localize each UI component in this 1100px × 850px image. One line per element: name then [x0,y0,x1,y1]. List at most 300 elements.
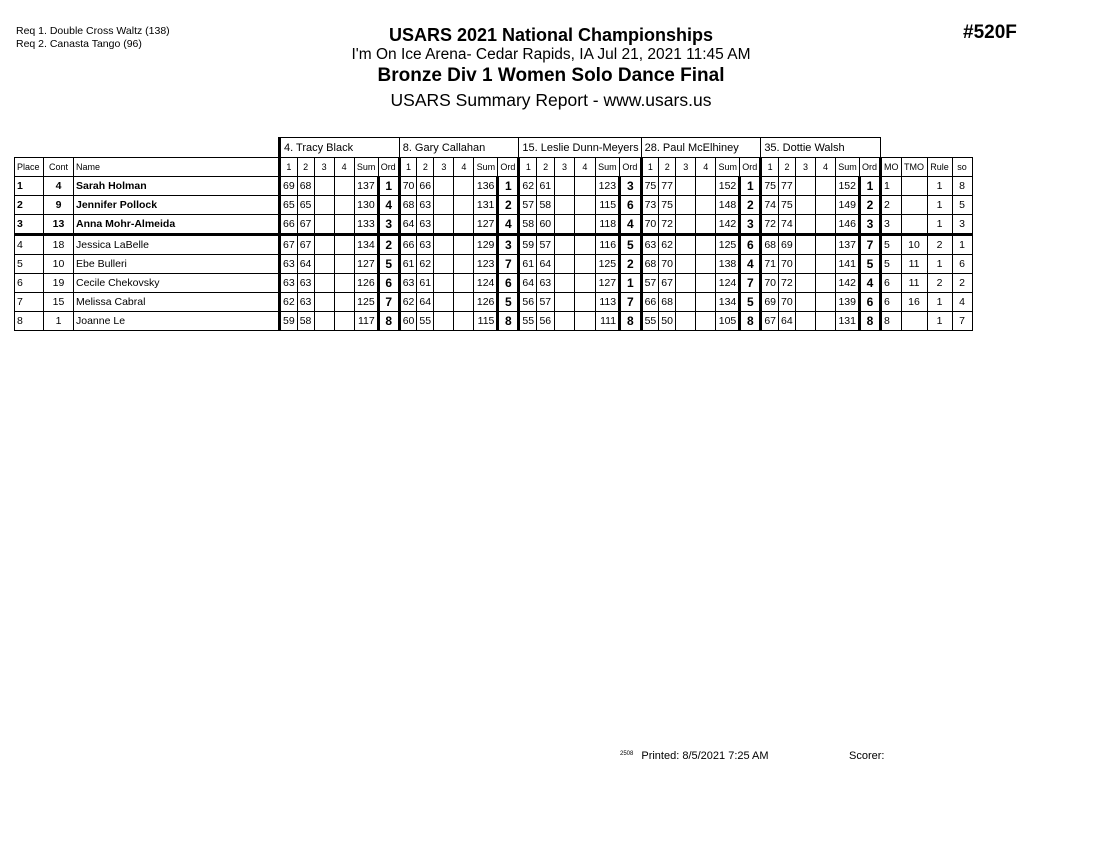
score-3-cell [434,312,454,331]
ordinal-cell: 2 [498,196,519,215]
result-row [15,312,973,331]
ordinal-cell: 1 [378,177,399,196]
skater-name-cell: Ebe Bulleri [74,255,280,274]
ordinal-cell: 7 [620,293,641,312]
score-2-cell: 69 [779,235,796,255]
score-sum-cell: 123 [474,255,498,274]
ordinal-cell: 6 [620,196,641,215]
score-2-cell: 77 [779,177,796,196]
score-1-cell: 66 [641,293,659,312]
score-3-cell [796,215,816,235]
column-header-judge-4: 4 [334,158,354,177]
score-sum-cell: 124 [474,274,498,293]
place-cell: 6 [15,274,44,293]
score-4-cell [454,255,474,274]
score-4-cell [816,293,836,312]
score-4-cell [575,312,595,331]
score-3-cell [796,274,816,293]
judge-name: 4. Tracy Black [280,138,400,158]
score-3-cell [314,196,334,215]
score-2-cell: 58 [537,196,554,215]
score-1-cell: 69 [280,177,298,196]
score-2-cell: 62 [417,255,434,274]
score-1-cell: 63 [280,255,298,274]
score-2-cell: 56 [537,312,554,331]
contestant-number-cell: 9 [44,196,74,215]
contestant-number-cell: 1 [44,312,74,331]
ordinal-cell: 8 [378,312,399,331]
score-3-cell [676,215,696,235]
ordinal-cell: 2 [378,235,399,255]
mo-cell: 3 [881,215,902,235]
ordinal-cell: 8 [620,312,641,331]
ordinal-cell: 8 [740,312,761,331]
column-header-judge-4: 4 [696,158,716,177]
score-sum-cell: 130 [354,196,378,215]
score-3-cell [314,235,334,255]
score-sum-cell: 125 [354,293,378,312]
score-4-cell [816,312,836,331]
ordinal-cell: 5 [378,255,399,274]
score-2-cell: 55 [417,312,434,331]
tmo-cell: 11 [901,255,927,274]
column-header-cont: Cont [44,158,74,177]
result-row [15,235,973,255]
ordinal-cell: 1 [740,177,761,196]
judges-row-spacer-right [881,138,973,158]
skater-name-cell: Cecile Chekovsky [74,274,280,293]
score-sum-cell: 146 [836,215,860,235]
score-2-cell: 64 [537,255,554,274]
score-1-cell: 64 [519,274,537,293]
report-header [300,24,802,112]
score-sum-cell: 131 [836,312,860,331]
place-cell: 4 [15,235,44,255]
score-3-cell [554,235,574,255]
score-4-cell [575,235,595,255]
so-cell: 7 [952,312,972,331]
judge-name: 28. Paul McElhiney [641,138,761,158]
column-header-judge-3: 3 [314,158,334,177]
score-3-cell [554,177,574,196]
score-2-cell: 72 [659,215,676,235]
score-2-cell: 70 [659,255,676,274]
ordinal-cell: 3 [378,215,399,235]
score-2-cell: 60 [537,215,554,235]
score-sum-cell: 125 [595,255,619,274]
score-4-cell [816,235,836,255]
score-sum-cell: 152 [716,177,740,196]
tmo-cell [901,196,927,215]
column-header-judge-ord: Ord [620,158,641,177]
rule-cell: 2 [927,274,952,293]
score-1-cell: 60 [399,312,417,331]
rule-cell: 1 [927,255,952,274]
result-row [15,177,973,196]
score-3-cell [434,177,454,196]
score-2-cell: 63 [417,235,434,255]
ordinal-cell: 8 [860,312,881,331]
score-3-cell [314,293,334,312]
score-sum-cell: 126 [354,274,378,293]
so-cell: 2 [952,274,972,293]
score-3-cell [314,274,334,293]
ordinal-cell: 4 [378,196,399,215]
column-header-judge-4: 4 [454,158,474,177]
judge-name: 35. Dottie Walsh [761,138,881,158]
ordinal-cell: 5 [498,293,519,312]
column-header-judge-1: 1 [519,158,537,177]
column-header-judge-1: 1 [761,158,779,177]
score-3-cell [314,255,334,274]
score-1-cell: 64 [399,215,417,235]
score-sum-cell: 142 [836,274,860,293]
ordinal-cell: 2 [860,196,881,215]
score-2-cell: 63 [297,293,314,312]
score-sum-cell: 127 [354,255,378,274]
score-3-cell [796,177,816,196]
score-4-cell [816,274,836,293]
judges-row [15,138,973,158]
score-3-cell [676,177,696,196]
score-1-cell: 75 [761,177,779,196]
printed-line [620,750,769,762]
score-4-cell [696,215,716,235]
result-row [15,274,973,293]
contestant-number-cell: 13 [44,215,74,235]
score-1-cell: 59 [280,312,298,331]
score-sum-cell: 137 [354,177,378,196]
ordinal-cell: 7 [860,235,881,255]
score-2-cell: 63 [417,215,434,235]
column-header-tmo: TMO [901,158,927,177]
score-3-cell [796,293,816,312]
score-2-cell: 77 [659,177,676,196]
ordinal-cell: 8 [498,312,519,331]
skater-name-cell: Jennifer Pollock [74,196,280,215]
mo-cell: 2 [881,196,902,215]
ordinal-cell: 1 [860,177,881,196]
ordinal-cell: 6 [740,235,761,255]
score-3-cell [554,293,574,312]
so-cell: 5 [952,196,972,215]
score-1-cell: 62 [399,293,417,312]
score-4-cell [454,235,474,255]
score-2-cell: 74 [779,215,796,235]
requirement-1: Req 1. Double Cross Waltz (138) [16,25,170,37]
score-4-cell [454,312,474,331]
result-row [15,255,973,274]
rule-cell: 2 [927,235,952,255]
score-3-cell [314,215,334,235]
column-header-judge-2: 2 [659,158,676,177]
skater-name-cell: Melissa Cabral [74,293,280,312]
score-1-cell: 55 [519,312,537,331]
score-3-cell [554,255,574,274]
score-sum-cell: 134 [354,235,378,255]
skater-name-cell: Joanne Le [74,312,280,331]
score-4-cell [575,196,595,215]
score-sum-cell: 111 [595,312,619,331]
score-1-cell: 61 [399,255,417,274]
score-1-cell: 66 [399,235,417,255]
score-4-cell [696,312,716,331]
score-2-cell: 68 [297,177,314,196]
score-4-cell [454,177,474,196]
ordinal-cell: 7 [378,293,399,312]
score-sum-cell: 131 [474,196,498,215]
score-4-cell [454,196,474,215]
rule-cell: 1 [927,293,952,312]
column-header-judge-sum: Sum [474,158,498,177]
tmo-cell [901,177,927,196]
score-4-cell [334,312,354,331]
result-row [15,196,973,215]
score-2-cell: 72 [779,274,796,293]
score-1-cell: 73 [641,196,659,215]
judges-row-spacer [15,138,280,158]
printed-date: Printed: 8/5/2021 7:25 AM [641,750,769,762]
score-4-cell [334,215,354,235]
ordinal-cell: 4 [740,255,761,274]
score-sum-cell: 116 [595,235,619,255]
mo-cell: 6 [881,274,902,293]
score-3-cell [796,255,816,274]
score-3-cell [676,312,696,331]
so-cell: 3 [952,215,972,235]
column-header-judge-1: 1 [280,158,298,177]
score-4-cell [454,274,474,293]
score-2-cell: 67 [297,235,314,255]
score-2-cell: 67 [659,274,676,293]
score-4-cell [696,255,716,274]
place-cell: 7 [15,293,44,312]
score-3-cell [676,274,696,293]
mo-cell: 5 [881,235,902,255]
score-2-cell: 75 [659,196,676,215]
score-4-cell [696,177,716,196]
mo-cell: 6 [881,293,902,312]
results-table [14,137,973,331]
score-4-cell [696,196,716,215]
column-header-place: Place [15,158,44,177]
score-2-cell: 70 [779,293,796,312]
score-sum-cell: 113 [595,293,619,312]
score-4-cell [575,255,595,274]
score-2-cell: 58 [297,312,314,331]
score-1-cell: 59 [519,235,537,255]
judge-name: 8. Gary Callahan [399,138,519,158]
ordinal-cell: 3 [740,215,761,235]
column-header-name: Name [74,158,280,177]
ordinal-cell: 5 [740,293,761,312]
score-2-cell: 63 [297,274,314,293]
event-title: Bronze Div 1 Women Solo Dance Final [377,65,725,86]
score-3-cell [796,196,816,215]
ordinal-cell: 4 [620,215,641,235]
score-4-cell [334,255,354,274]
score-4-cell [575,274,595,293]
scorer-label: Scorer: [849,750,885,762]
score-2-cell: 64 [417,293,434,312]
score-1-cell: 70 [761,274,779,293]
ordinal-cell: 2 [620,255,641,274]
score-2-cell: 64 [297,255,314,274]
score-1-cell: 56 [519,293,537,312]
score-2-cell: 63 [537,274,554,293]
score-sum-cell: 115 [595,196,619,215]
skater-name-cell: Anna Mohr-Almeida [74,215,280,235]
column-header-judge-1: 1 [399,158,417,177]
score-4-cell [696,274,716,293]
column-header-judge-ord: Ord [378,158,399,177]
ordinal-cell: 3 [860,215,881,235]
score-1-cell: 57 [641,274,659,293]
score-3-cell [676,196,696,215]
score-1-cell: 69 [761,293,779,312]
score-4-cell [816,177,836,196]
ordinal-cell: 7 [498,255,519,274]
column-header-so: so [952,158,972,177]
column-header-judge-2: 2 [779,158,796,177]
result-row [15,293,973,312]
score-4-cell [334,274,354,293]
score-sum-cell: 115 [474,312,498,331]
report-subtitle: USARS Summary Report - www.usars.us [390,90,712,110]
score-2-cell: 66 [417,177,434,196]
column-header-rule: Rule [927,158,952,177]
score-1-cell: 65 [280,196,298,215]
score-4-cell [334,293,354,312]
score-2-cell: 70 [779,255,796,274]
score-3-cell [554,215,574,235]
ordinal-cell: 6 [860,293,881,312]
score-sum-cell: 127 [474,215,498,235]
mo-cell: 8 [881,312,902,331]
score-sum-cell: 126 [474,293,498,312]
ordinal-cell: 5 [620,235,641,255]
score-3-cell [434,293,454,312]
score-sum-cell: 137 [836,235,860,255]
ordinal-cell: 3 [620,177,641,196]
score-3-cell [554,196,574,215]
place-cell: 1 [15,177,44,196]
score-1-cell: 75 [641,177,659,196]
score-3-cell [434,196,454,215]
tmo-cell: 16 [901,293,927,312]
column-header-judge-3: 3 [796,158,816,177]
column-header-judge-sum: Sum [716,158,740,177]
requirement-2: Req 2. Canasta Tango (96) [16,37,142,50]
score-2-cell: 65 [297,196,314,215]
score-sum-cell: 148 [716,196,740,215]
column-header-judge-ord: Ord [860,158,881,177]
ordinal-cell: 6 [378,274,399,293]
score-1-cell: 67 [280,235,298,255]
ordinal-cell: 1 [498,177,519,196]
score-4-cell [816,215,836,235]
score-2-cell: 61 [417,274,434,293]
score-4-cell [334,177,354,196]
column-header-judge-3: 3 [554,158,574,177]
contestant-number-cell: 18 [44,235,74,255]
score-4-cell [575,177,595,196]
score-sum-cell: 105 [716,312,740,331]
judge-name: 15. Leslie Dunn-Meyers [519,138,641,158]
requirements-list [16,25,170,50]
score-2-cell: 62 [659,235,676,255]
score-4-cell [696,235,716,255]
tmo-cell: 11 [901,274,927,293]
score-1-cell: 62 [280,293,298,312]
skater-name-cell: Sarah Holman [74,177,280,196]
score-4-cell [454,293,474,312]
score-2-cell: 57 [537,235,554,255]
score-sum-cell: 152 [836,177,860,196]
tmo-cell [901,215,927,235]
contestant-number-cell: 19 [44,274,74,293]
score-3-cell [796,312,816,331]
score-1-cell: 63 [641,235,659,255]
column-header-row [15,158,973,177]
so-cell: 1 [952,235,972,255]
result-row [15,215,973,235]
column-header-judge-ord: Ord [740,158,761,177]
rule-cell: 1 [927,177,952,196]
score-sum-cell: 123 [595,177,619,196]
column-header-judge-sum: Sum [836,158,860,177]
column-header-judge-4: 4 [816,158,836,177]
score-1-cell: 63 [280,274,298,293]
score-1-cell: 63 [399,274,417,293]
score-1-cell: 70 [399,177,417,196]
score-4-cell [696,293,716,312]
score-3-cell [554,274,574,293]
column-header-judge-3: 3 [676,158,696,177]
column-header-judge-1: 1 [641,158,659,177]
score-2-cell: 61 [537,177,554,196]
score-2-cell: 67 [297,215,314,235]
ordinal-cell: 2 [740,196,761,215]
score-4-cell [575,215,595,235]
score-3-cell [314,312,334,331]
score-sum-cell: 138 [716,255,740,274]
score-4-cell [454,215,474,235]
score-4-cell [816,196,836,215]
score-3-cell [676,235,696,255]
so-cell: 8 [952,177,972,196]
championship-title: USARS 2021 National Championships [388,25,714,45]
tmo-cell [901,312,927,331]
place-cell: 8 [15,312,44,331]
score-sum-cell: 125 [716,235,740,255]
score-3-cell [554,312,574,331]
column-header-mo: MO [881,158,902,177]
score-2-cell: 50 [659,312,676,331]
score-1-cell: 67 [761,312,779,331]
tmo-cell: 10 [901,235,927,255]
ordinal-cell: 6 [498,274,519,293]
score-3-cell [434,255,454,274]
mo-cell: 1 [881,177,902,196]
score-2-cell: 57 [537,293,554,312]
skater-name-cell: Jessica LaBelle [74,235,280,255]
score-sum-cell: 142 [716,215,740,235]
score-sum-cell: 129 [474,235,498,255]
score-1-cell: 68 [399,196,417,215]
venue-line: I'm On Ice Arena- Cedar Rapids, IA Jul 21, 2021 11:45 AM [351,46,751,63]
score-1-cell: 74 [761,196,779,215]
